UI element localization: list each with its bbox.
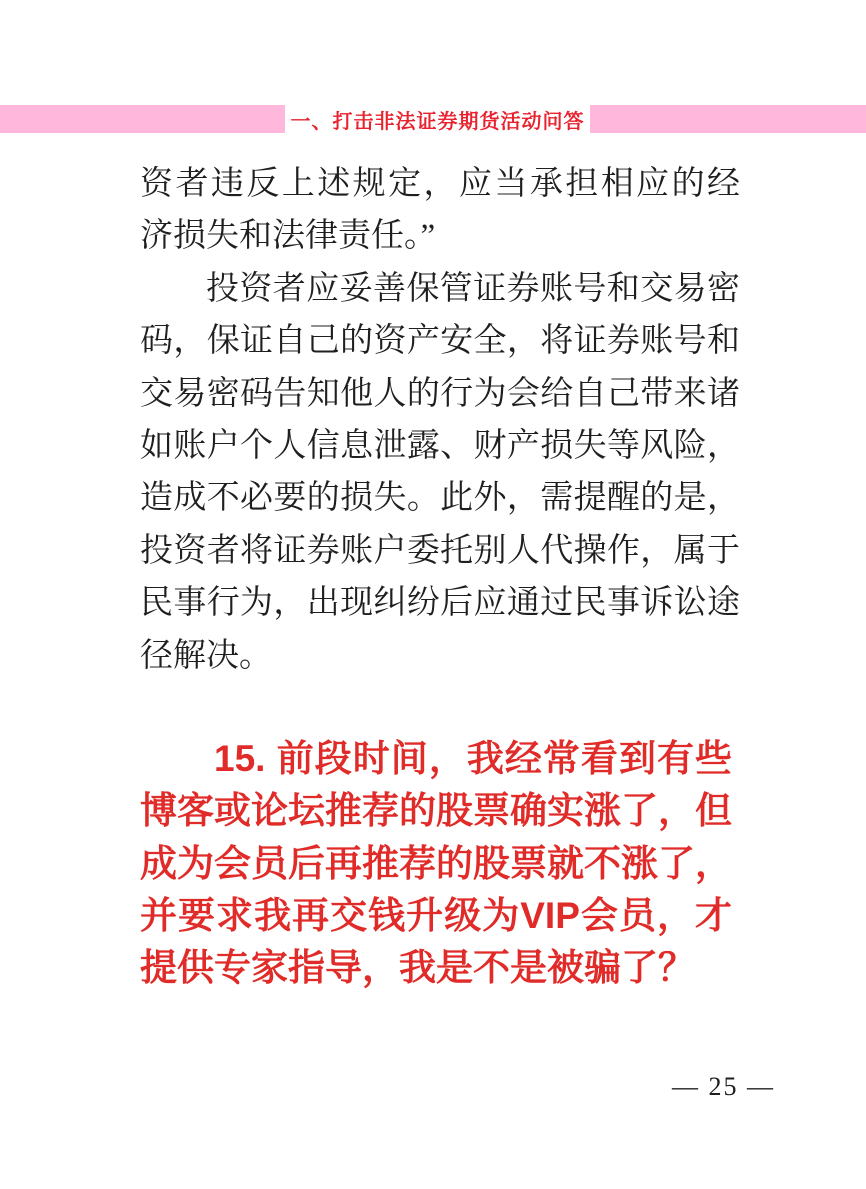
- text-line: 造成不必要的损失。此外，需提醒的是，: [140, 480, 740, 517]
- question-line: 并要求我再交钱升级为VIP会员，才: [140, 894, 732, 936]
- text-line: 如账户个人信息泄露、财产损失等风险，: [140, 428, 740, 465]
- question-line: 博客或论坛推荐的股票确实涨了，但: [140, 790, 732, 832]
- page-header: [0, 105, 866, 133]
- text-line: 投资者应妥善保管证券账号和交易密: [206, 270, 740, 307]
- text-line: 径解决。: [140, 637, 272, 674]
- text-line: 交易密码告知他人的行为会给自己带来诸: [140, 375, 740, 412]
- page-number: — 25 —: [672, 1072, 775, 1101]
- text-line: 投资者将证券账户委托别人代操作，属于: [140, 532, 740, 569]
- header-bar-left: [0, 105, 285, 133]
- question-line: 15. 前段时间，我经常看到有些: [214, 738, 732, 779]
- text-line: 资者违反上述规定，应当承担相应的经: [140, 166, 740, 202]
- text-line: 码，保证自己的资产安全，将证券账号和: [140, 323, 740, 360]
- text-line: 民事行为，出现纠纷后应通过民事诉讼途: [140, 585, 740, 622]
- body-text-block: [140, 158, 740, 682]
- text-line: 济损失和法律责任。”: [140, 218, 436, 255]
- header-bar-right: [590, 105, 866, 133]
- question-15-block: [140, 733, 732, 994]
- question-line: 成为会员后再推荐的股票就不涨了，: [140, 842, 732, 884]
- chapter-title: 一、打击非法证券期货活动问答: [290, 110, 585, 133]
- question-line: 提供专家指导，我是不是被骗了？: [140, 947, 695, 989]
